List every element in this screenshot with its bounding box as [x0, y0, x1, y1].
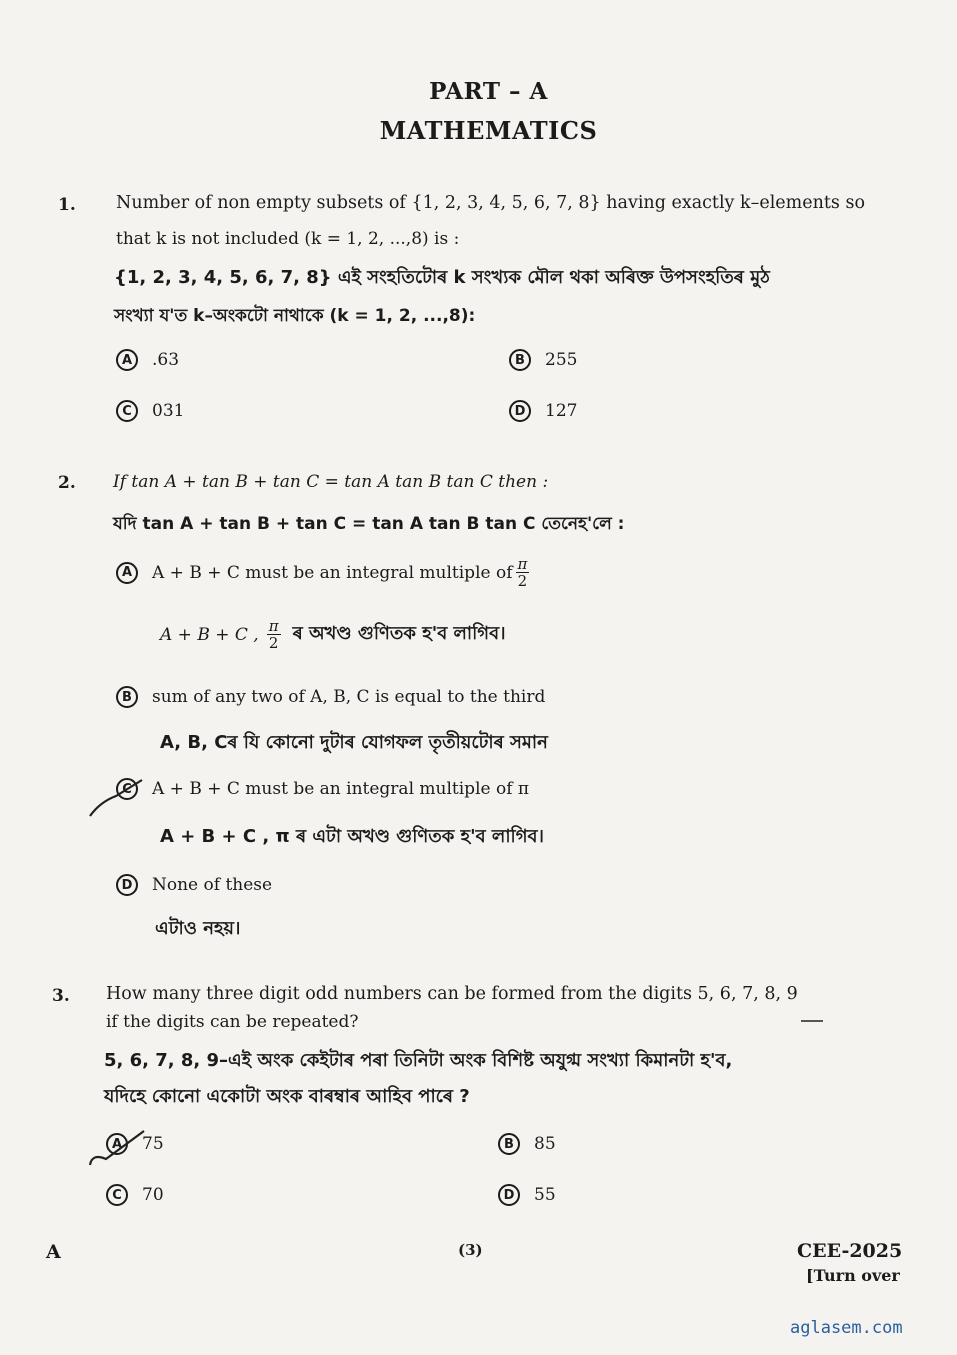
page-number: (3): [458, 1241, 483, 1259]
question-3-option-b[interactable]: [498, 1133, 556, 1155]
question-1-option-a[interactable]: [116, 349, 179, 371]
handwritten-tick-mark: [86, 1125, 166, 1175]
option-text: .63: [152, 350, 180, 370]
question-2-assamese-line-1: যদি tan A + tan B + tan C = tan A tan B tan C তেনেহ'লে :: [113, 514, 625, 534]
question-1-option-d[interactable]: [509, 400, 577, 422]
question-2-option-a[interactable]: [116, 556, 532, 589]
option-letter-circle: A: [106, 1133, 128, 1155]
question-3-option-c[interactable]: [106, 1184, 164, 1206]
question-1-english-line-1: Number of non empty subsets of {1, 2, 3, 4, 5, 6, 7, 8} having exactly k–elements so: [116, 193, 865, 213]
question-2-option-d[interactable]: [116, 874, 272, 896]
option-letter-circle: D: [498, 1184, 520, 1206]
question-1-english-line-2: that k is not included (k = 1, 2, ...,8) is :: [116, 229, 460, 249]
question-2-english-line-1: If tan A + tan B + tan C = tan A tan B tan C then :: [113, 472, 549, 492]
turn-over-note: [Turn over: [806, 1266, 900, 1285]
option-text: 85: [534, 1134, 556, 1154]
option-letter-circle: A: [116, 349, 138, 371]
question-1-option-b[interactable]: [509, 349, 577, 371]
question-1-number: 1.: [58, 195, 76, 215]
site-watermark[interactable]: aglasem.com: [790, 1318, 903, 1338]
question-1-assamese-line-1: {1, 2, 3, 4, 5, 6, 7, 8} এই সংহতিটোৰ k সংখ্যক মৌল থকা অৰিক্ত উপসংহতিৰ মুঠ: [114, 267, 770, 288]
question-2-option-d-assamese: এটাও নহয়।: [155, 918, 241, 939]
option-letter-circle: B: [116, 686, 138, 708]
option-letter-circle: C: [116, 400, 138, 422]
option-text: A + B + C must be an integral multiple of π: [152, 779, 530, 799]
option-letter-circle: C: [106, 1184, 128, 1206]
option-text: 031: [152, 401, 185, 421]
part-heading: PART – A: [429, 78, 548, 105]
question-1-assamese-line-2: সংখ্যা য'ত k–অংকটো নাথাকে (k = 1, 2, ...,8):: [114, 306, 476, 326]
exam-code: CEE-2025: [797, 1240, 903, 1262]
option-assamese-suffix: ৰ অখণ্ড গুণিতক হ'ব লাগিব।: [292, 623, 506, 644]
fraction-pi-over-2: $\frac{\pi}{2}$: [517, 555, 528, 590]
question-3-english-line-1: How many three digit odd numbers can be formed from the digits 5, 6, 7, 8, 9: [106, 984, 798, 1004]
subject-heading: MATHEMATICS: [379, 116, 598, 145]
underline-mark: [800, 1018, 824, 1024]
option-letter-circle: C: [116, 778, 138, 800]
question-set-letter: A: [46, 1241, 61, 1263]
option-text: 70: [142, 1185, 164, 1205]
option-text: 127: [545, 401, 578, 421]
option-text: A + B + C must be an integral multiple of: [152, 562, 513, 583]
option-letter-circle: A: [116, 562, 138, 584]
option-letter-circle: B: [509, 349, 531, 371]
handwritten-tick-mark: [86, 772, 166, 822]
option-text: 255: [545, 350, 578, 370]
question-3-assamese-line-2: যদিহে কোনো একোটা অংক বাৰম্বাৰ আহিব পাৰে ?: [104, 1086, 470, 1107]
option-letter-circle: D: [116, 874, 138, 896]
question-3-english-line-2: if the digits can be repeated?: [106, 1012, 359, 1032]
question-3-option-d[interactable]: [498, 1184, 556, 1206]
option-text: None of these: [152, 875, 273, 895]
question-2-option-a-assamese: [160, 618, 506, 651]
option-letter-circle: D: [509, 400, 531, 422]
option-text: 55: [534, 1185, 556, 1205]
option-text: sum of any two of A, B, C is equal to the third: [152, 687, 546, 707]
option-text: 75: [142, 1134, 164, 1154]
question-3-assamese-line-1: 5, 6, 7, 8, 9–এই অংক কেইটাৰ পৰা তিনিটা অংক বিশিষ্ট অযুগ্ম সংখ্যা কিমানটা হ'ব,: [104, 1050, 733, 1071]
option-letter-circle: B: [498, 1133, 520, 1155]
fraction-pi-over-2: $\frac{\pi}{2}$: [268, 617, 279, 652]
question-1-option-c[interactable]: [116, 400, 184, 422]
question-2-option-c-assamese: A + B + C , π ৰ এটা অখণ্ড গুণিতক হ'ব লাগিব।: [160, 826, 544, 847]
question-2-option-b[interactable]: [116, 686, 545, 708]
option-assamese-prefix: A + B + C ,: [160, 624, 259, 645]
question-2-option-c[interactable]: [116, 778, 529, 800]
question-2-number: 2.: [58, 473, 76, 493]
question-2-option-b-assamese: A, B, Cৰ যি কোনো দুটাৰ যোগফল তৃতীয়টোৰ সমান: [160, 732, 548, 753]
question-3-number: 3.: [52, 986, 70, 1006]
